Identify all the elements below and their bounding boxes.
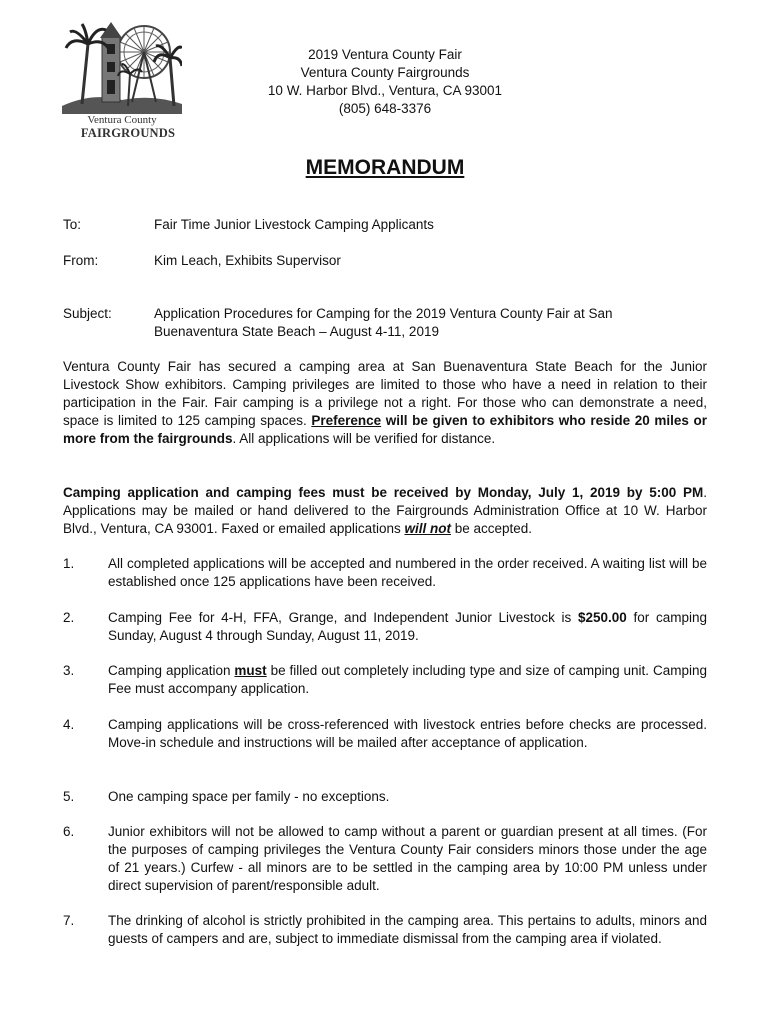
list-item-text: Junior exhibitors will not be allowed to camp without a parent or guardian present at all times. (For the purposes of camping privileges the Ventura County Fair considers minors those under the age of 21 years.) Curfew - all minors are to be settled in the camping area by 10:00 PM unless under direct supervision of parent/responsible adult.	[108, 824, 707, 893]
list-item	[63, 823, 707, 895]
header-address: 10 W. Harbor Blvd., Ventura, CA 93001	[267, 83, 503, 98]
list-item	[63, 716, 707, 752]
logo-text-bottom: FAIRGROUNDS	[80, 126, 176, 140]
list-item-number: 1.	[63, 556, 75, 571]
intro-paragraph	[63, 358, 707, 448]
page-title: MEMORANDUM	[305, 156, 465, 179]
intro-text-2: . All applications will be verified for distance.	[232, 431, 496, 446]
list-item-text: One camping space per family - no exceptions.	[108, 789, 390, 804]
logo-text-top: Ventura County	[87, 114, 157, 126]
will-not-emphasis: will not	[404, 521, 451, 536]
intro-text-1: Ventura County Fair has secured a camping area at San Buenaventura State Beach for the Junior Livestock Show exhibitors. Camping privileges are limited to those who have a need in relation to their participation in the Fair. Fair camping is a privilege not a right. For those who can demonstrate a need, space is limited to 125 camping spaces.	[63, 359, 707, 428]
list-item-text: Camping Fee for 4-H, FFA, Grange, and Independent Junior Livestock is $250.00 for camping Sunday, August 4 through Sunday, August 11, 2019.	[108, 610, 707, 643]
distance-emphasis: will be given to exhibitors who reside 20 miles or more from the fairgrounds	[63, 413, 707, 446]
deadline-text-2: be accepted.	[450, 521, 533, 536]
to-value: Fair Time Junior Livestock Camping Applicants	[154, 217, 434, 232]
must-emphasis: must	[234, 663, 267, 678]
subject-line-1: Application Procedures for Camping for the 2019 Ventura County Fair at San	[154, 306, 613, 321]
camping-fee-amount: $250.00	[577, 610, 627, 625]
list-item-number: 4.	[63, 717, 75, 732]
header-phone: (805) 648-3376	[338, 101, 432, 116]
list-item-text: The drinking of alcohol is strictly prohibited in the camping area. This pertains to adults, minors and guests of campers and are, subject to immediate dismissal from the camping area if violated.	[108, 913, 707, 946]
list-item-text: Camping application must be filled out completely including type and size of camping unit. Camping Fee must accompany application.	[108, 663, 707, 696]
subject-line-2: Buenaventura State Beach – August 4-11, 2019	[154, 324, 439, 339]
list-item-number: 2.	[63, 610, 75, 625]
list-item-text: Camping applications will be cross-referenced with livestock entries before checks are processed. Move-in schedule and instructions will be mailed after acceptance of application.	[108, 717, 707, 750]
deadline-text-1: . Applications may be mailed or hand delivered to the Fairgrounds Administration Office at 10 W. Harbor Blvd., Ventura, CA 93001. Faxed or emailed applications	[63, 485, 707, 536]
header-fair-name: 2019 Ventura County Fair	[308, 47, 462, 62]
from-value: Kim Leach, Exhibits Supervisor	[154, 253, 341, 268]
letterhead	[200, 46, 570, 118]
header-venue: Ventura County Fairgrounds	[300, 65, 470, 80]
ferris-wheel-palm-icon	[62, 14, 182, 114]
list-item-number: 3.	[63, 663, 75, 678]
deadline-emphasis: Camping application and camping fees must be received by Monday, July 1, 2019 by 5:00 PM	[63, 485, 704, 500]
list-item	[63, 555, 707, 591]
list-item-number: 5.	[63, 789, 75, 804]
list-item	[63, 662, 707, 698]
list-item-number: 7.	[63, 913, 75, 928]
list-item	[63, 609, 707, 645]
list-item-number: 6.	[63, 824, 75, 839]
deadline-paragraph	[63, 484, 707, 538]
list-item-text: All completed applications will be accepted and numbered in the order received. A waiting list will be established once 125 applications have been received.	[108, 556, 707, 589]
from-label: From:	[63, 253, 99, 268]
list-item	[63, 912, 707, 948]
preference-emphasis: Preference	[311, 413, 382, 428]
list-item	[63, 788, 707, 806]
fairgrounds-logo	[62, 14, 182, 142]
to-label: To:	[63, 217, 82, 232]
subject-label: Subject:	[63, 306, 112, 321]
subject-field	[63, 305, 707, 341]
